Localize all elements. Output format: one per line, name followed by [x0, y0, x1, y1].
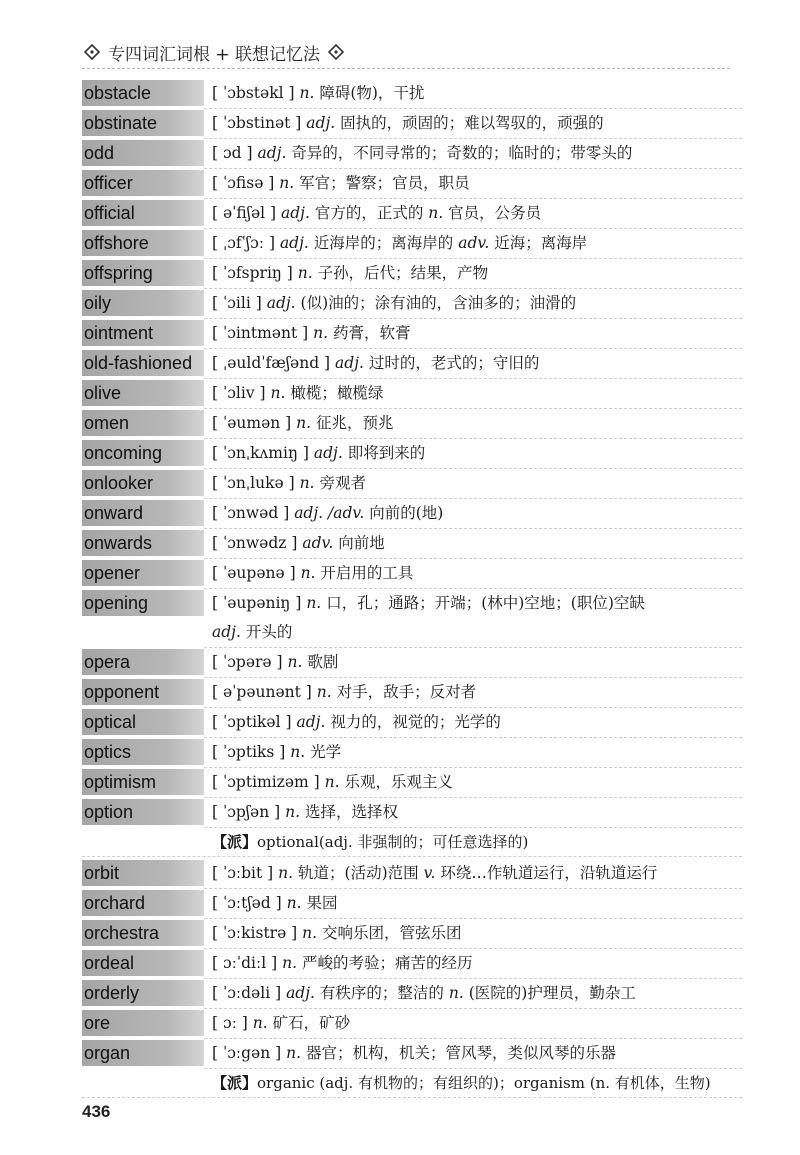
- derivative-label: 【派】: [212, 833, 258, 851]
- meaning: 交响乐团，管弦乐团: [322, 924, 462, 942]
- vocab-entry: [82, 349, 742, 379]
- vocab-entry: [82, 379, 742, 409]
- derivative-note: [82, 828, 742, 857]
- phonetic: [ ɔd ]: [212, 144, 253, 162]
- meaning: 环绕…作轨道运行，沿轨道运行: [440, 864, 658, 882]
- headword: orbit: [82, 860, 204, 886]
- phonetic: [ ˈɔfspriŋ ]: [212, 264, 293, 282]
- phonetic: [ ˈɔnˌkʌmiŋ ]: [212, 444, 309, 462]
- part-of-speech: n.: [302, 924, 318, 942]
- definition: [204, 979, 742, 1009]
- headword: onward: [82, 500, 204, 526]
- vocab-entry: [82, 259, 742, 289]
- vocab-entry: [82, 919, 742, 949]
- part-of-speech: adj.: [313, 444, 343, 462]
- definition: [204, 499, 742, 529]
- headword: offspring: [82, 260, 204, 286]
- part-of-speech: adj.: [286, 984, 315, 1002]
- part-of-speech: adj.: [335, 354, 364, 372]
- meaning: 果园: [306, 894, 338, 912]
- phonetic: [ ˈɔintmənt ]: [212, 324, 309, 342]
- headword: old-fashioned: [82, 350, 204, 376]
- part-of-speech: n.: [286, 894, 302, 912]
- phonetic: [ ˈəumən ]: [212, 414, 292, 432]
- phonetic: [ əˈpəunənt ]: [212, 683, 312, 701]
- meaning: 子孙，后代；结果，产物: [317, 264, 489, 282]
- part-of-speech: n.: [270, 384, 286, 402]
- part-of-speech: adj.: [212, 623, 241, 641]
- meaning: 即将到来的: [347, 444, 426, 462]
- headword: ointment: [82, 320, 204, 346]
- vocab-entry: [82, 768, 742, 798]
- phonetic: [ ˈɔpʃən ]: [212, 803, 281, 821]
- vocab-entry: [82, 289, 742, 319]
- definition: [204, 139, 742, 169]
- meaning: (医院的)护理员，勤杂工: [468, 984, 636, 1002]
- derivative-text: optional(adj. 非强制的；可任意选择的): [257, 833, 529, 851]
- headword: opponent: [82, 679, 204, 705]
- headword: olive: [82, 380, 204, 406]
- phonetic: [ ˈɔːkistrə ]: [212, 924, 298, 942]
- definition: [204, 169, 742, 199]
- definition: [204, 949, 742, 979]
- vocab-entry: [82, 889, 742, 919]
- meaning: 固执的，顽固的；难以驾驭的，顽强的: [340, 114, 604, 132]
- headword: obstinate: [82, 110, 204, 136]
- headword: onwards: [82, 530, 204, 556]
- part-of-speech: adj.: [266, 294, 296, 312]
- vocabulary-list: [82, 79, 742, 1100]
- vocab-entry: [82, 708, 742, 738]
- definition: [204, 798, 742, 828]
- phonetic: [ ˈɔliv ]: [212, 384, 266, 402]
- vocab-entry: [82, 499, 742, 529]
- definition: [204, 349, 742, 379]
- part-of-speech: n.: [286, 1044, 302, 1062]
- meaning: 军官；警察；官员，职员: [299, 174, 470, 192]
- part-of-speech: adj.: [281, 204, 310, 222]
- headword: obstacle: [82, 80, 204, 106]
- headword: offshore: [82, 230, 204, 256]
- vocab-entry: [82, 409, 742, 439]
- phonetic: [ ɔːˈdiːl ]: [212, 954, 278, 972]
- meaning: 乐观，乐观主义: [344, 773, 454, 791]
- part-of-speech: n.: [299, 84, 315, 102]
- headword: onlooker: [82, 470, 204, 496]
- phonetic: [ ˈəupəniŋ ]: [212, 594, 302, 612]
- headword: officer: [82, 170, 204, 196]
- vocab-entry: [82, 1039, 742, 1069]
- vocab-entry: [82, 319, 742, 349]
- vocab-entry: [82, 859, 742, 889]
- phonetic: [ ˈɔːbit ]: [212, 864, 274, 882]
- part-of-speech: n.: [285, 803, 301, 821]
- definition: [204, 79, 742, 109]
- phonetic: [ ˈɔptiks ]: [212, 743, 286, 761]
- vocab-entry: [82, 559, 742, 589]
- vocab-entry: [82, 738, 742, 768]
- meaning: 过时的，老式的；守旧的: [368, 354, 540, 372]
- definition: [204, 559, 742, 589]
- part-of-speech: adv.: [302, 534, 334, 552]
- phonetic: [ ˈɔnwəd ]: [212, 504, 290, 522]
- meaning: 对手，敌手；反对者: [336, 683, 477, 701]
- meaning: 官员，公务员: [448, 204, 542, 222]
- definition: [204, 259, 742, 289]
- headword: omen: [82, 410, 204, 436]
- vocab-entry: [82, 169, 742, 199]
- definition: [204, 678, 742, 708]
- headword: opener: [82, 560, 204, 586]
- phonetic: [ ˌəuldˈfæʃənd ]: [212, 354, 331, 372]
- definition: [204, 319, 742, 349]
- vocab-entry: [82, 949, 742, 979]
- part-of-speech: n.: [428, 204, 444, 222]
- part-of-speech: n.: [282, 954, 298, 972]
- phonetic: [ ˈəupənə ]: [212, 564, 296, 582]
- meaning: 向前的(地): [369, 504, 444, 522]
- meaning: 器官；机构，机关；管风琴，类似风琴的乐器: [306, 1044, 617, 1062]
- page-number: 436: [82, 1102, 111, 1121]
- part-of-speech: n.: [290, 743, 306, 761]
- headword: opera: [82, 649, 204, 675]
- headword: ore: [82, 1010, 204, 1036]
- definition: [204, 199, 742, 229]
- diamond-ornament-icon: [82, 44, 102, 60]
- headword: opening: [82, 590, 204, 616]
- meaning: 近海岸的；离海岸的: [313, 234, 454, 252]
- definition: [204, 289, 742, 319]
- vocab-entry: [82, 229, 742, 259]
- headword: odd: [82, 140, 204, 166]
- definition: [204, 1039, 742, 1069]
- phonetic: [ ˈɔːdəli ]: [212, 984, 282, 1002]
- phonetic: [ ˌɔfˈʃɔː ]: [212, 234, 275, 252]
- part-of-speech: v.: [423, 864, 436, 882]
- meaning: 光学: [310, 743, 342, 761]
- definition: [204, 379, 742, 409]
- definition: [204, 469, 742, 499]
- definition: [204, 1009, 742, 1039]
- vocab-entry: [82, 1009, 742, 1039]
- running-header: [82, 38, 346, 66]
- vocab-entry: [82, 979, 742, 1009]
- headword: option: [82, 799, 204, 825]
- meaning: 口，孔；通路；开端；(林中)空地；(职位)空缺: [326, 594, 645, 612]
- headword: optics: [82, 739, 204, 765]
- definition: [204, 529, 742, 559]
- part-of-speech: n.: [313, 324, 329, 342]
- headword: optimism: [82, 769, 204, 795]
- part-of-speech: n.: [296, 414, 312, 432]
- part-of-speech: adj.: [306, 114, 336, 132]
- meaning: 开头的: [245, 623, 293, 641]
- phonetic: [ ˈɔpərə ]: [212, 653, 283, 671]
- part-of-speech: n.: [299, 474, 315, 492]
- meaning: 药膏，软膏: [332, 324, 411, 342]
- derivative-text: organic (adj. 有机物的；有组织的)；organism (n. 有机体，生物): [257, 1074, 711, 1092]
- definition: [204, 919, 742, 949]
- headword: ordeal: [82, 950, 204, 976]
- part-of-speech: n.: [297, 264, 313, 282]
- headword: orchestra: [82, 920, 204, 946]
- part-of-speech: adj.: [279, 234, 309, 252]
- definition: [204, 708, 742, 738]
- vocab-entry: [82, 529, 742, 559]
- part-of-speech: n.: [278, 864, 294, 882]
- vocab-entry: [82, 109, 742, 139]
- meaning: 有秩序的；整洁的: [319, 984, 444, 1002]
- meaning: 官方的，正式的: [314, 204, 424, 222]
- part-of-speech: n.: [316, 683, 332, 701]
- vocab-entry: [82, 79, 742, 109]
- meaning: 开启用的工具: [320, 564, 414, 582]
- vocab-entry: [82, 439, 742, 469]
- meaning: 轨道；(活动)范围: [298, 864, 419, 882]
- phonetic: [ ɔː ]: [212, 1014, 248, 1032]
- phonetic: [ ˈɔnwədz ]: [212, 534, 298, 552]
- header-rule: [82, 68, 730, 69]
- meaning: 橄榄；橄榄绿: [290, 384, 384, 402]
- meaning: 障碍(物)，干扰: [319, 84, 425, 102]
- part-of-speech: n.: [300, 564, 316, 582]
- headword: oily: [82, 290, 204, 316]
- part-of-speech: adj. /adv.: [294, 504, 365, 522]
- definition: [204, 648, 742, 678]
- vocab-entry: [82, 648, 742, 678]
- vocab-entry: [82, 678, 742, 708]
- headword: official: [82, 200, 204, 226]
- phonetic: [ ˈɔːgən ]: [212, 1044, 282, 1062]
- meaning: 向前地: [338, 534, 385, 552]
- part-of-speech: n.: [287, 653, 303, 671]
- phonetic: [ ˈɔptikəl ]: [212, 713, 292, 731]
- vocab-entry: [82, 798, 742, 828]
- phonetic: [ ˈɔptimizəm ]: [212, 773, 320, 791]
- header-title: 专四词汇词根 + 联想记忆法: [108, 44, 321, 65]
- derivative-label: 【派】: [212, 1074, 258, 1092]
- phonetic: [ ˈɔbstəkl ]: [212, 84, 295, 102]
- meaning: 旁观者: [319, 474, 366, 492]
- part-of-speech: adj.: [257, 144, 287, 162]
- phonetic: [ ˈɔbstinət ]: [212, 114, 302, 132]
- meaning: 选择，选择权: [304, 803, 398, 821]
- phonetic: [ ˈɔili ]: [212, 294, 262, 312]
- part-of-speech: adj.: [296, 713, 326, 731]
- definition: [204, 738, 742, 768]
- meaning: (似)油的；涂有油的，含油多的；油滑的: [300, 294, 577, 312]
- phonetic: [ ˈɔfisə ]: [212, 174, 275, 192]
- meaning: 近海；离海岸: [494, 234, 588, 252]
- vocab-entry: [82, 469, 742, 499]
- meaning: 视力的，视觉的；光学的: [330, 713, 501, 731]
- definition: [204, 229, 742, 259]
- headword: organ: [82, 1040, 204, 1066]
- phonetic: [ ˈɔːtʃəd ]: [212, 894, 282, 912]
- phonetic: [ əˈfiʃəl ]: [212, 204, 277, 222]
- headword: orderly: [82, 980, 204, 1006]
- meaning: 矿石，矿砂: [272, 1014, 351, 1032]
- headword: optical: [82, 709, 204, 735]
- definition: [204, 589, 742, 648]
- definition: [204, 109, 742, 139]
- part-of-speech: adv.: [458, 234, 490, 252]
- diamond-ornament-icon: [326, 44, 346, 60]
- meaning: 征兆，预兆: [316, 414, 394, 432]
- derivative-note: [82, 1069, 742, 1098]
- part-of-speech: n.: [324, 773, 340, 791]
- vocab-entry: [82, 139, 742, 169]
- meaning: 奇异的，不同寻常的；奇数的；临时的；带零头的: [291, 144, 633, 162]
- part-of-speech: n.: [252, 1014, 268, 1032]
- definition: [204, 889, 742, 919]
- definition: [204, 768, 742, 798]
- part-of-speech: n.: [279, 174, 295, 192]
- part-of-speech: n.: [306, 594, 322, 612]
- vocab-entry: [82, 589, 742, 648]
- meaning: 严峻的考验；痛苦的经历: [301, 954, 473, 972]
- vocab-entry: [82, 199, 742, 229]
- meaning: 歌剧: [307, 653, 339, 671]
- definition: [204, 409, 742, 439]
- part-of-speech: n.: [448, 984, 464, 1002]
- headword: orchard: [82, 890, 204, 916]
- definition: [204, 439, 742, 469]
- headword: oncoming: [82, 440, 204, 466]
- definition: [204, 859, 742, 889]
- phonetic: [ ˈɔnˌlukə ]: [212, 474, 295, 492]
